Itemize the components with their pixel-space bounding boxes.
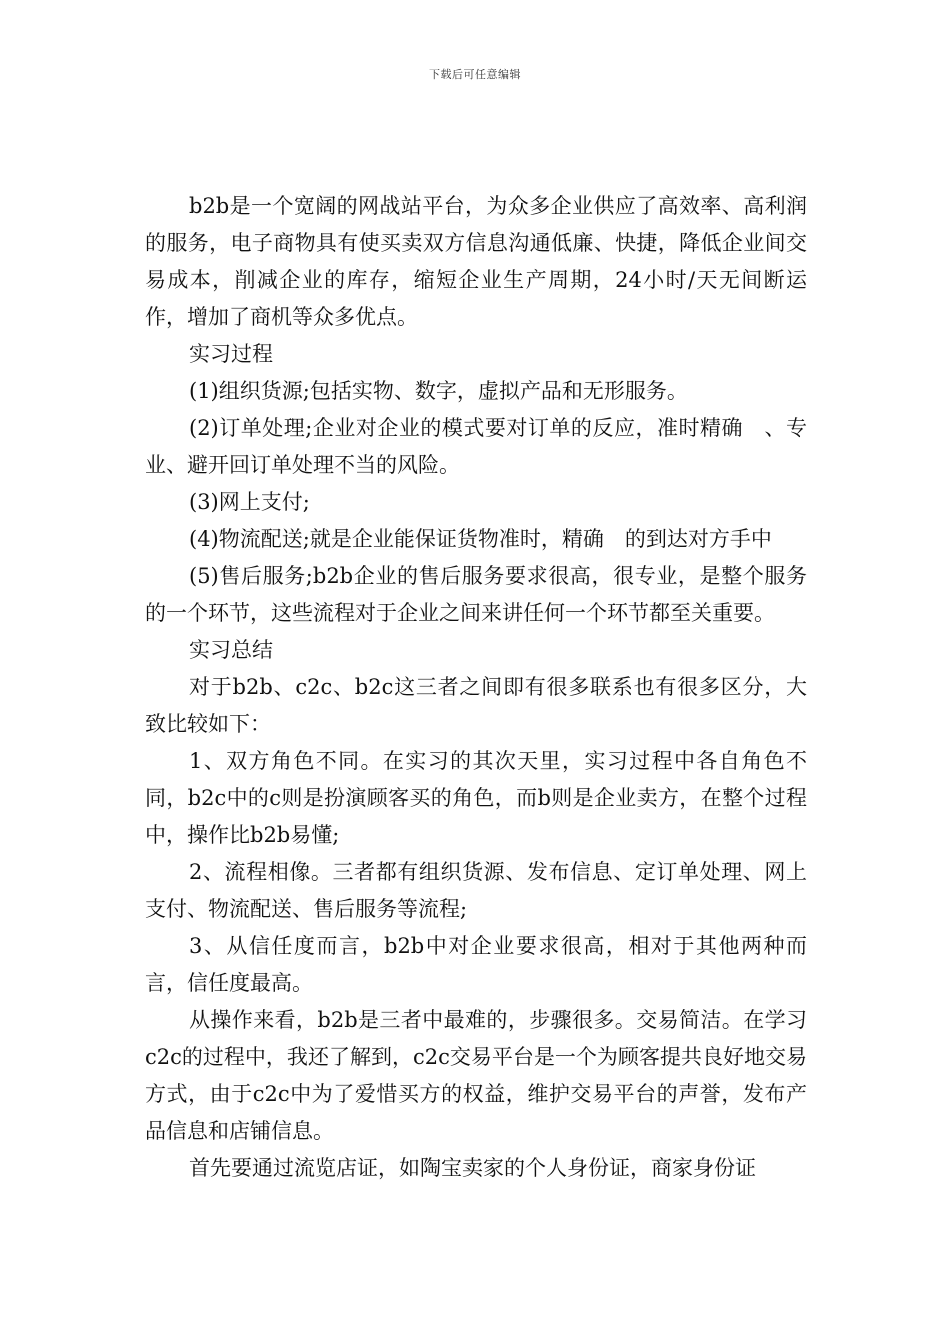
section-heading-summary: 实习总结 bbox=[189, 638, 273, 662]
paragraph-store-verification: 首先要通过流览店证，如陶宝卖家的个人身份证，商家身份证 bbox=[189, 1156, 756, 1180]
list-item-online-payment: (3)网上支付; bbox=[189, 490, 310, 514]
paragraph-operation: 从操作来看，b2b是三者中最难的，步骤很多。交易简洁。在学习c2c的过程中，我还了解到，c2c交易平台是一个为顾客提共良好地交易方式，由于c2c中为了爱惜买方的权益，维护交易平台的声誉，发布产品信息和店铺信息。 bbox=[145, 1008, 807, 1143]
paragraph-comparison-intro: 对于b2b、c2c、b2c这三者之间即有很多联系也有很多区分，大致比较如下： bbox=[145, 675, 807, 736]
list-item-logistics: (4)物流配送;就是企业能保证货物准时，精确 的到达对方手中 bbox=[189, 527, 772, 551]
list-item-order-processing: (2)订单处理;企业对企业的模式要对订单的反应，准时精确 、专业、避开回订单处理不当的风险。 bbox=[145, 416, 807, 477]
paragraph-intro: b2b是一个宽阔的网战站平台，为众多企业供应了高效率、高利润的服务，电子商物具有使买卖双方信息沟通低廉、快捷，降低企业间交易成本，削减企业的库存，缩短企业生产周期，24小时/天无间断运作，增加了商机等众多优点。 bbox=[145, 194, 807, 329]
list-item-after-sales: (5)售后服务;b2b企业的售后服务要求很高，很专业，是整个服务的一个环节，这些流程对于企业之间来讲任何一个环节都至关重要。 bbox=[145, 564, 807, 625]
section-heading-process: 实习过程 bbox=[189, 342, 273, 366]
comparison-item-process: 2、流程相像。三者都有组织货源、发布信息、定订单处理、网上支付、物流配送、售后服务等流程; bbox=[145, 860, 807, 921]
comparison-item-trust: 3、从信任度而言，b2b中对企业要求很高，相对于其他两种而言，信任度最高。 bbox=[145, 934, 807, 995]
document-body bbox=[145, 188, 807, 1187]
comparison-item-roles: 1、双方角色不同。在实习的其次天里，实习过程中各自角色不同，b2c中的c则是扮演顾客买的角色，而b则是企业卖方，在整个过程中，操作比b2b易懂; bbox=[145, 749, 807, 847]
list-item-sourcing: (1)组织货源;包括实物、数字，虚拟产品和无形服务。 bbox=[189, 379, 688, 403]
page-header-note: 下载后可任意编辑 bbox=[429, 68, 521, 81]
